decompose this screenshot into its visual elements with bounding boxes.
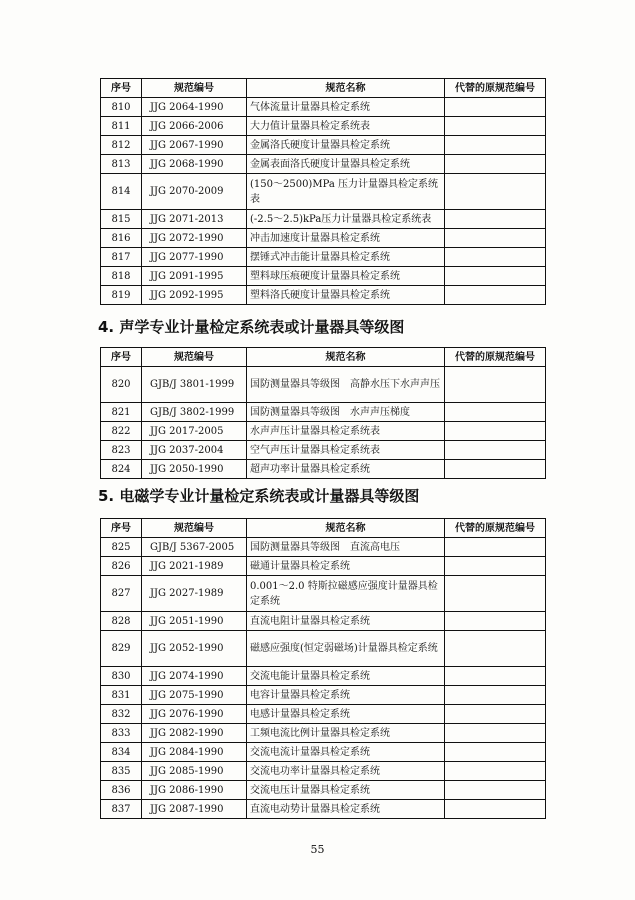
header-code: 规范编号 bbox=[142, 79, 247, 98]
row-name: 大力值计量器具检定系统表 bbox=[247, 117, 445, 136]
row-code: JJG 2050-1990 bbox=[142, 460, 247, 479]
table-row bbox=[101, 403, 546, 422]
row-replaced bbox=[445, 460, 546, 479]
row-name: 交流电功率计量器具检定系统 bbox=[247, 762, 445, 781]
row-replaced bbox=[445, 136, 546, 155]
header-replaced: 代替的原规范编号 bbox=[445, 519, 546, 538]
table-row bbox=[101, 667, 546, 686]
header-name: 规范名称 bbox=[247, 79, 445, 98]
table-row bbox=[101, 557, 546, 576]
row-code: JJG 2075-1990 bbox=[142, 686, 247, 705]
row-code: JJG 2076-1990 bbox=[142, 705, 247, 724]
row-name: 电感计量器具检定系统 bbox=[247, 705, 445, 724]
section-5-heading: 5. 电磁学专业计量检定系统表或计量器具等级图 bbox=[98, 487, 420, 505]
table-row bbox=[101, 155, 546, 174]
row-name: 国防测量器具等级图 高静水压下水声声压 bbox=[247, 367, 445, 403]
row-code: GJB/J 3801-1999 bbox=[142, 367, 247, 403]
row-name: 金属洛氏硬度计量器具检定系统 bbox=[247, 136, 445, 155]
row-name: 交流电能计量器具检定系统 bbox=[247, 667, 445, 686]
spec-table-electromagnetics bbox=[100, 518, 546, 819]
row-replaced bbox=[445, 724, 546, 743]
row-name: 磁感应强度(恒定弱磁场)计量器具检定系统 bbox=[247, 631, 445, 667]
row-no: 813 bbox=[101, 155, 142, 174]
header-name: 规范名称 bbox=[247, 519, 445, 538]
row-name: 直流电动势计量器具检定系统 bbox=[247, 800, 445, 819]
row-name: 0.001～2.0 特斯拉磁感应强度计量器具检定系统 bbox=[247, 576, 445, 612]
row-no: 819 bbox=[101, 286, 142, 305]
row-no: 824 bbox=[101, 460, 142, 479]
row-no: 818 bbox=[101, 267, 142, 286]
table-row bbox=[101, 612, 546, 631]
row-no: 811 bbox=[101, 117, 142, 136]
row-no: 826 bbox=[101, 557, 142, 576]
row-name: 磁通计量器具检定系统 bbox=[247, 557, 445, 576]
table-row bbox=[101, 441, 546, 460]
row-replaced bbox=[445, 286, 546, 305]
row-replaced bbox=[445, 538, 546, 557]
row-code: JJG 2051-1990 bbox=[142, 612, 247, 631]
row-no: 812 bbox=[101, 136, 142, 155]
row-name: 交流电压计量器具检定系统 bbox=[247, 781, 445, 800]
row-no: 815 bbox=[101, 210, 142, 229]
row-no: 823 bbox=[101, 441, 142, 460]
row-name: 交流电流计量器具检定系统 bbox=[247, 743, 445, 762]
row-replaced bbox=[445, 155, 546, 174]
row-replaced bbox=[445, 210, 546, 229]
row-code: JJG 2068-1990 bbox=[142, 155, 247, 174]
row-no: 828 bbox=[101, 612, 142, 631]
table-row bbox=[101, 248, 546, 267]
row-code: GJB/J 3802-1999 bbox=[142, 403, 247, 422]
row-no: 827 bbox=[101, 576, 142, 612]
row-no: 821 bbox=[101, 403, 142, 422]
row-replaced bbox=[445, 174, 546, 210]
row-code: GJB/J 5367-2005 bbox=[142, 538, 247, 557]
row-name: 电容计量器具检定系统 bbox=[247, 686, 445, 705]
table-row bbox=[101, 762, 546, 781]
row-replaced bbox=[445, 705, 546, 724]
row-replaced bbox=[445, 367, 546, 403]
row-name: 冲击加速度计量器具检定系统 bbox=[247, 229, 445, 248]
row-code: JJG 2072-1990 bbox=[142, 229, 247, 248]
row-code: JJG 2084-1990 bbox=[142, 743, 247, 762]
row-replaced bbox=[445, 686, 546, 705]
row-name: (-2.5～2.5)kPa压力计量器具检定系统表 bbox=[247, 210, 445, 229]
header-code: 规范编号 bbox=[142, 519, 247, 538]
table-row bbox=[101, 98, 546, 117]
table-row bbox=[101, 724, 546, 743]
row-replaced bbox=[445, 557, 546, 576]
row-no: 835 bbox=[101, 762, 142, 781]
row-code: JJG 2070-2009 bbox=[142, 174, 247, 210]
row-code: JJG 2037-2004 bbox=[142, 441, 247, 460]
section-4-heading: 4. 声学专业计量检定系统表或计量器具等级图 bbox=[98, 318, 405, 336]
table-row bbox=[101, 367, 546, 403]
row-no: 825 bbox=[101, 538, 142, 557]
row-no: 829 bbox=[101, 631, 142, 667]
header-code: 规范编号 bbox=[142, 348, 247, 367]
page-number: 55 bbox=[310, 843, 325, 856]
table-header-row bbox=[101, 348, 546, 367]
table-row bbox=[101, 781, 546, 800]
row-replaced bbox=[445, 781, 546, 800]
table-row bbox=[101, 174, 546, 210]
row-no: 810 bbox=[101, 98, 142, 117]
row-code: JJG 2085-1990 bbox=[142, 762, 247, 781]
header-no: 序号 bbox=[101, 519, 142, 538]
row-replaced bbox=[445, 743, 546, 762]
row-replaced bbox=[445, 267, 546, 286]
row-name: 塑料洛氏硬度计量器具检定系统 bbox=[247, 286, 445, 305]
row-name: 金属表面洛氏硬度计量器具检定系统 bbox=[247, 155, 445, 174]
spec-table-mechanics bbox=[100, 78, 546, 305]
row-code: JJG 2066-2006 bbox=[142, 117, 247, 136]
header-no: 序号 bbox=[101, 348, 142, 367]
row-code: JJG 2064-1990 bbox=[142, 98, 247, 117]
table-row bbox=[101, 705, 546, 724]
row-code: JJG 2071-2013 bbox=[142, 210, 247, 229]
row-name: 国防测量器具等级图 直流高电压 bbox=[247, 538, 445, 557]
table-row bbox=[101, 210, 546, 229]
row-replaced bbox=[445, 576, 546, 612]
table-row bbox=[101, 136, 546, 155]
row-no: 833 bbox=[101, 724, 142, 743]
row-code: JJG 2067-1990 bbox=[142, 136, 247, 155]
row-replaced bbox=[445, 117, 546, 136]
row-no: 831 bbox=[101, 686, 142, 705]
row-replaced bbox=[445, 667, 546, 686]
table-row bbox=[101, 267, 546, 286]
table-row bbox=[101, 631, 546, 667]
row-code: JJG 2086-1990 bbox=[142, 781, 247, 800]
row-name: (150～2500)MPa 压力计量器具检定系统表 bbox=[247, 174, 445, 210]
table-row bbox=[101, 743, 546, 762]
row-replaced bbox=[445, 762, 546, 781]
row-no: 832 bbox=[101, 705, 142, 724]
row-code: JJG 2021-1989 bbox=[142, 557, 247, 576]
header-replaced: 代替的原规范编号 bbox=[445, 348, 546, 367]
row-replaced bbox=[445, 403, 546, 422]
row-name: 超声功率计量器具检定系统 bbox=[247, 460, 445, 479]
row-no: 836 bbox=[101, 781, 142, 800]
row-replaced bbox=[445, 800, 546, 819]
row-name: 塑料球压痕硬度计量器具检定系统 bbox=[247, 267, 445, 286]
header-replaced: 代替的原规范编号 bbox=[445, 79, 546, 98]
row-code: JJG 2027-1989 bbox=[142, 576, 247, 612]
row-replaced bbox=[445, 229, 546, 248]
header-no: 序号 bbox=[101, 79, 142, 98]
row-name: 气体流量计量器具检定系统 bbox=[247, 98, 445, 117]
row-name: 工频电流比例计量器具检定系统 bbox=[247, 724, 445, 743]
spec-table-acoustics bbox=[100, 347, 546, 479]
table-row bbox=[101, 538, 546, 557]
row-code: JJG 2082-1990 bbox=[142, 724, 247, 743]
row-replaced bbox=[445, 612, 546, 631]
row-code: JJG 2074-1990 bbox=[142, 667, 247, 686]
row-replaced bbox=[445, 248, 546, 267]
row-name: 直流电阻计量器具检定系统 bbox=[247, 612, 445, 631]
table-row bbox=[101, 286, 546, 305]
row-code: JJG 2052-1990 bbox=[142, 631, 247, 667]
row-code: JJG 2077-1990 bbox=[142, 248, 247, 267]
table-row bbox=[101, 576, 546, 612]
row-code: JJG 2087-1990 bbox=[142, 800, 247, 819]
row-no: 822 bbox=[101, 422, 142, 441]
row-no: 837 bbox=[101, 800, 142, 819]
table-row bbox=[101, 422, 546, 441]
row-no: 816 bbox=[101, 229, 142, 248]
row-name: 空气声压计量器具检定系统表 bbox=[247, 441, 445, 460]
table-header-row bbox=[101, 519, 546, 538]
row-name: 国防测量器具等级图 水声声压梯度 bbox=[247, 403, 445, 422]
row-replaced bbox=[445, 422, 546, 441]
row-replaced bbox=[445, 98, 546, 117]
row-code: JJG 2091-1995 bbox=[142, 267, 247, 286]
header-name: 规范名称 bbox=[247, 348, 445, 367]
row-no: 814 bbox=[101, 174, 142, 210]
row-code: JJG 2017-2005 bbox=[142, 422, 247, 441]
row-no: 830 bbox=[101, 667, 142, 686]
table-row bbox=[101, 229, 546, 248]
table-row bbox=[101, 460, 546, 479]
row-replaced bbox=[445, 631, 546, 667]
row-no: 820 bbox=[101, 367, 142, 403]
table-header-row bbox=[101, 79, 546, 98]
table-row bbox=[101, 800, 546, 819]
row-name: 水声声压计量器具检定系统表 bbox=[247, 422, 445, 441]
row-name: 摆锤式冲击能计量器具检定系统 bbox=[247, 248, 445, 267]
table-row bbox=[101, 686, 546, 705]
row-replaced bbox=[445, 441, 546, 460]
row-no: 834 bbox=[101, 743, 142, 762]
row-code: JJG 2092-1995 bbox=[142, 286, 247, 305]
table-row bbox=[101, 117, 546, 136]
row-no: 817 bbox=[101, 248, 142, 267]
